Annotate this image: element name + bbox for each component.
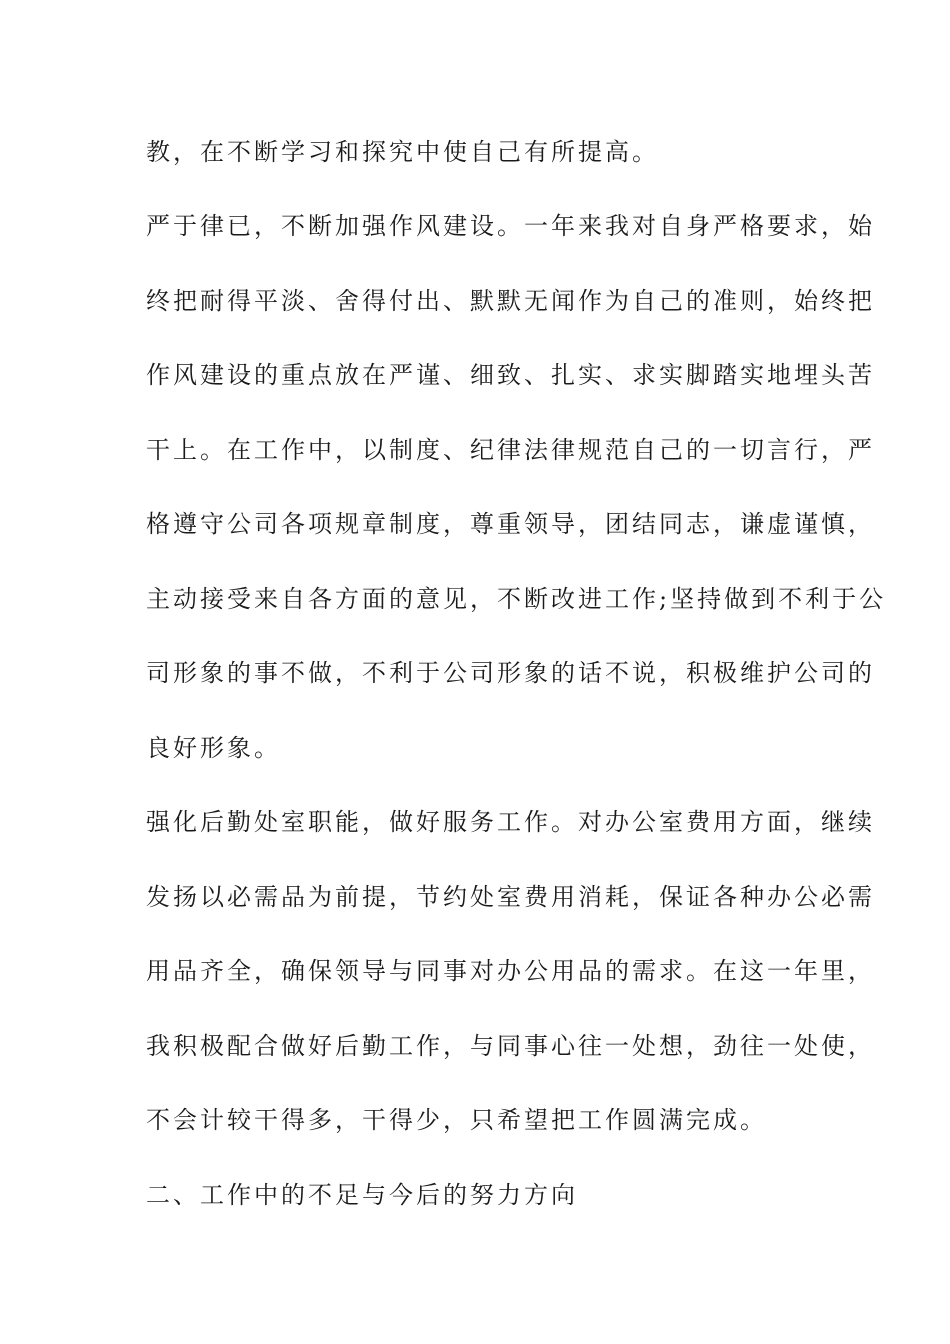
text-line: 用品齐全，确保领导与同事对办公用品的需求。在这一年里， xyxy=(146,957,875,985)
text-line: 良好形象。 xyxy=(146,734,281,762)
text-line: 教，在不断学习和探究中使自己有所提高。 xyxy=(146,138,659,166)
text-line: 强化后勤处室职能，做好服务工作。对办公室费用方面，继续 xyxy=(146,808,875,836)
text-line: 严于律已，不断加强作风建设。一年来我对自身严格要求，始 xyxy=(146,212,875,240)
text-line: 我积极配合做好后勤工作，与同事心往一处想，劲往一处使， xyxy=(146,1032,875,1060)
text-line: 发扬以必需品为前提，节约处室费用消耗，保证各种办公必需 xyxy=(146,883,875,911)
text-line: 格遵守公司各项规章制度，尊重领导，团结同志，谦虚谨慎， xyxy=(146,510,875,538)
text-line: 不会计较干得多，干得少，只希望把工作圆满完成。 xyxy=(146,1106,767,1134)
text-line: 终把耐得平淡、舍得付出、默默无闻作为自己的准则，始终把 xyxy=(146,287,875,315)
section-heading: 二、工作中的不足与今后的努力方向 xyxy=(146,1181,578,1209)
text-line: 主动接受来自各方面的意见，不断改进工作;坚持做到不利于公 xyxy=(146,585,887,613)
text-line: 司形象的事不做，不利于公司形象的话不说，积极维护公司的 xyxy=(146,659,875,687)
text-line: 作风建设的重点放在严谨、细致、扎实、求实脚踏实地埋头苦 xyxy=(146,361,875,389)
text-line: 干上。在工作中，以制度、纪律法律规范自己的一切言行，严 xyxy=(146,436,875,464)
